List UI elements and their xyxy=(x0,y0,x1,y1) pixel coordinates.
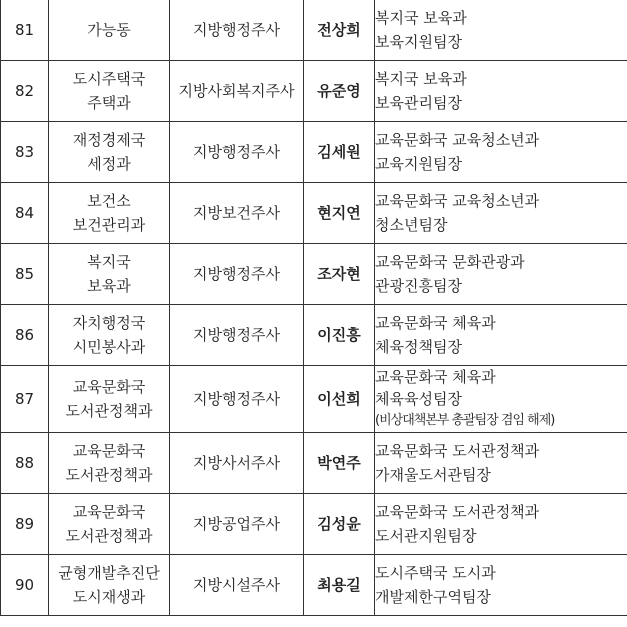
current-department-line: 주택과 xyxy=(87,94,131,112)
rank-cell: 지방행정주사 xyxy=(170,305,304,366)
new-post-cell xyxy=(375,494,627,555)
person-name-cell: 전상희 xyxy=(304,0,375,61)
table-row xyxy=(1,183,627,244)
new-post-cell xyxy=(375,305,627,366)
new-post-line: 교육문화국 문화관광과 xyxy=(375,253,525,271)
current-department-cell xyxy=(49,366,170,433)
current-department-line: 보육과 xyxy=(87,277,131,295)
current-department-line: 도시재생과 xyxy=(72,588,146,606)
new-post-line: 교육문화국 교육청소년과 xyxy=(375,192,540,210)
row-number-cell: 88 xyxy=(1,433,49,494)
current-department-cell xyxy=(49,494,170,555)
new-post-cell xyxy=(375,433,627,494)
new-post-line: 도시주택국 도시과 xyxy=(375,564,496,582)
current-department-cell xyxy=(49,183,170,244)
table-row xyxy=(1,0,627,61)
new-post-cell xyxy=(375,366,627,433)
current-department-line: 세정과 xyxy=(87,155,131,173)
new-post-cell xyxy=(375,183,627,244)
new-post-line: 복지국 보육과 xyxy=(375,9,467,27)
current-department-cell xyxy=(49,305,170,366)
rank-cell: 지방사회복지주사 xyxy=(170,61,304,122)
current-department-cell xyxy=(49,0,170,61)
person-name-cell: 박연주 xyxy=(304,433,375,494)
rank-cell: 지방행정주사 xyxy=(170,0,304,61)
current-department-line: 자치행정국 xyxy=(72,314,146,332)
person-name-cell: 이선희 xyxy=(304,366,375,433)
person-name-cell: 이진흥 xyxy=(304,305,375,366)
rank-cell: 지방행정주사 xyxy=(170,244,304,305)
new-post-line: 개발제한구역팀장 xyxy=(375,588,491,606)
new-post-line: 청소년팀장 xyxy=(375,216,448,234)
new-post-cell xyxy=(375,122,627,183)
current-department-cell xyxy=(49,244,170,305)
row-number-cell: 82 xyxy=(1,61,49,122)
table-row xyxy=(1,122,627,183)
new-post-line: 보육관리팀장 xyxy=(375,94,462,112)
row-number-cell: 86 xyxy=(1,305,49,366)
table-row xyxy=(1,244,627,305)
new-post-line: 교육문화국 교육청소년과 xyxy=(375,131,540,149)
new-post-line: 교육문화국 체육과 xyxy=(375,368,496,386)
table-row xyxy=(1,366,627,433)
rank-cell: 지방공업주사 xyxy=(170,494,304,555)
current-department-line: 재정경제국 xyxy=(72,131,146,149)
current-department-cell xyxy=(49,555,170,616)
row-number-cell: 90 xyxy=(1,555,49,616)
row-number-cell: 81 xyxy=(1,0,49,61)
person-name-cell: 현지연 xyxy=(304,183,375,244)
rank-cell: 지방시설주사 xyxy=(170,555,304,616)
row-number-cell: 87 xyxy=(1,366,49,433)
rank-cell: 지방사서주사 xyxy=(170,433,304,494)
person-name-cell: 김세원 xyxy=(304,122,375,183)
row-number-cell: 83 xyxy=(1,122,49,183)
person-name-cell: 조자현 xyxy=(304,244,375,305)
new-post-cell xyxy=(375,61,627,122)
current-department-line: 도서관정책과 xyxy=(65,402,153,420)
current-department-line: 교육문화국 xyxy=(72,503,146,521)
new-post-line: 관광진흥팀장 xyxy=(375,277,462,295)
current-department-line: 도서관정책과 xyxy=(65,466,153,484)
current-department-line: 가능동 xyxy=(87,21,131,39)
row-number-cell: 85 xyxy=(1,244,49,305)
person-name-cell: 최용길 xyxy=(304,555,375,616)
table-row xyxy=(1,494,627,555)
row-number-cell: 89 xyxy=(1,494,49,555)
new-post-line: 교육문화국 도서관정책과 xyxy=(375,442,540,460)
new-post-line: 도서관지원팀장 xyxy=(375,527,477,545)
person-name-cell: 유준영 xyxy=(304,61,375,122)
new-post-line: 교육문화국 도서관정책과 xyxy=(375,503,540,521)
new-post-line: 가재울도서관팀장 xyxy=(375,466,491,484)
table-row xyxy=(1,433,627,494)
current-department-line: 보건관리과 xyxy=(72,216,146,234)
new-post-cell xyxy=(375,555,627,616)
table-row xyxy=(1,61,627,122)
personnel-table-body xyxy=(1,0,627,616)
current-department-line: 교육문화국 xyxy=(72,378,146,396)
table-row xyxy=(1,555,627,616)
current-department-line: 도서관정책과 xyxy=(65,527,153,545)
new-post-line: 보육지원팀장 xyxy=(375,33,462,51)
current-department-cell xyxy=(49,61,170,122)
current-department-line: 도시주택국 xyxy=(72,70,146,88)
current-department-line: 교육문화국 xyxy=(72,442,146,460)
new-post-cell xyxy=(375,244,627,305)
person-name-cell: 김성윤 xyxy=(304,494,375,555)
current-department-line: 보건소 xyxy=(87,192,131,210)
new-post-cell xyxy=(375,0,627,61)
current-department-cell xyxy=(49,433,170,494)
new-post-line: 체육정책팀장 xyxy=(375,338,462,356)
new-post-line: (비상대책본부 총괄팀장 겸임 해제) xyxy=(375,413,555,428)
current-department-line: 복지국 xyxy=(87,253,131,271)
rank-cell: 지방행정주사 xyxy=(170,122,304,183)
current-department-cell xyxy=(49,122,170,183)
new-post-line: 체육육성팀장 xyxy=(375,390,462,408)
new-post-line: 복지국 보육과 xyxy=(375,70,467,88)
rank-cell: 지방행정주사 xyxy=(170,366,304,433)
row-number-cell: 84 xyxy=(1,183,49,244)
current-department-line: 시민봉사과 xyxy=(72,338,146,356)
current-department-line: 균형개발추진단 xyxy=(58,564,160,582)
new-post-line: 교육문화국 체육과 xyxy=(375,314,496,332)
new-post-line: 교육지원팀장 xyxy=(375,155,462,173)
table-row xyxy=(1,305,627,366)
rank-cell: 지방보건주사 xyxy=(170,183,304,244)
